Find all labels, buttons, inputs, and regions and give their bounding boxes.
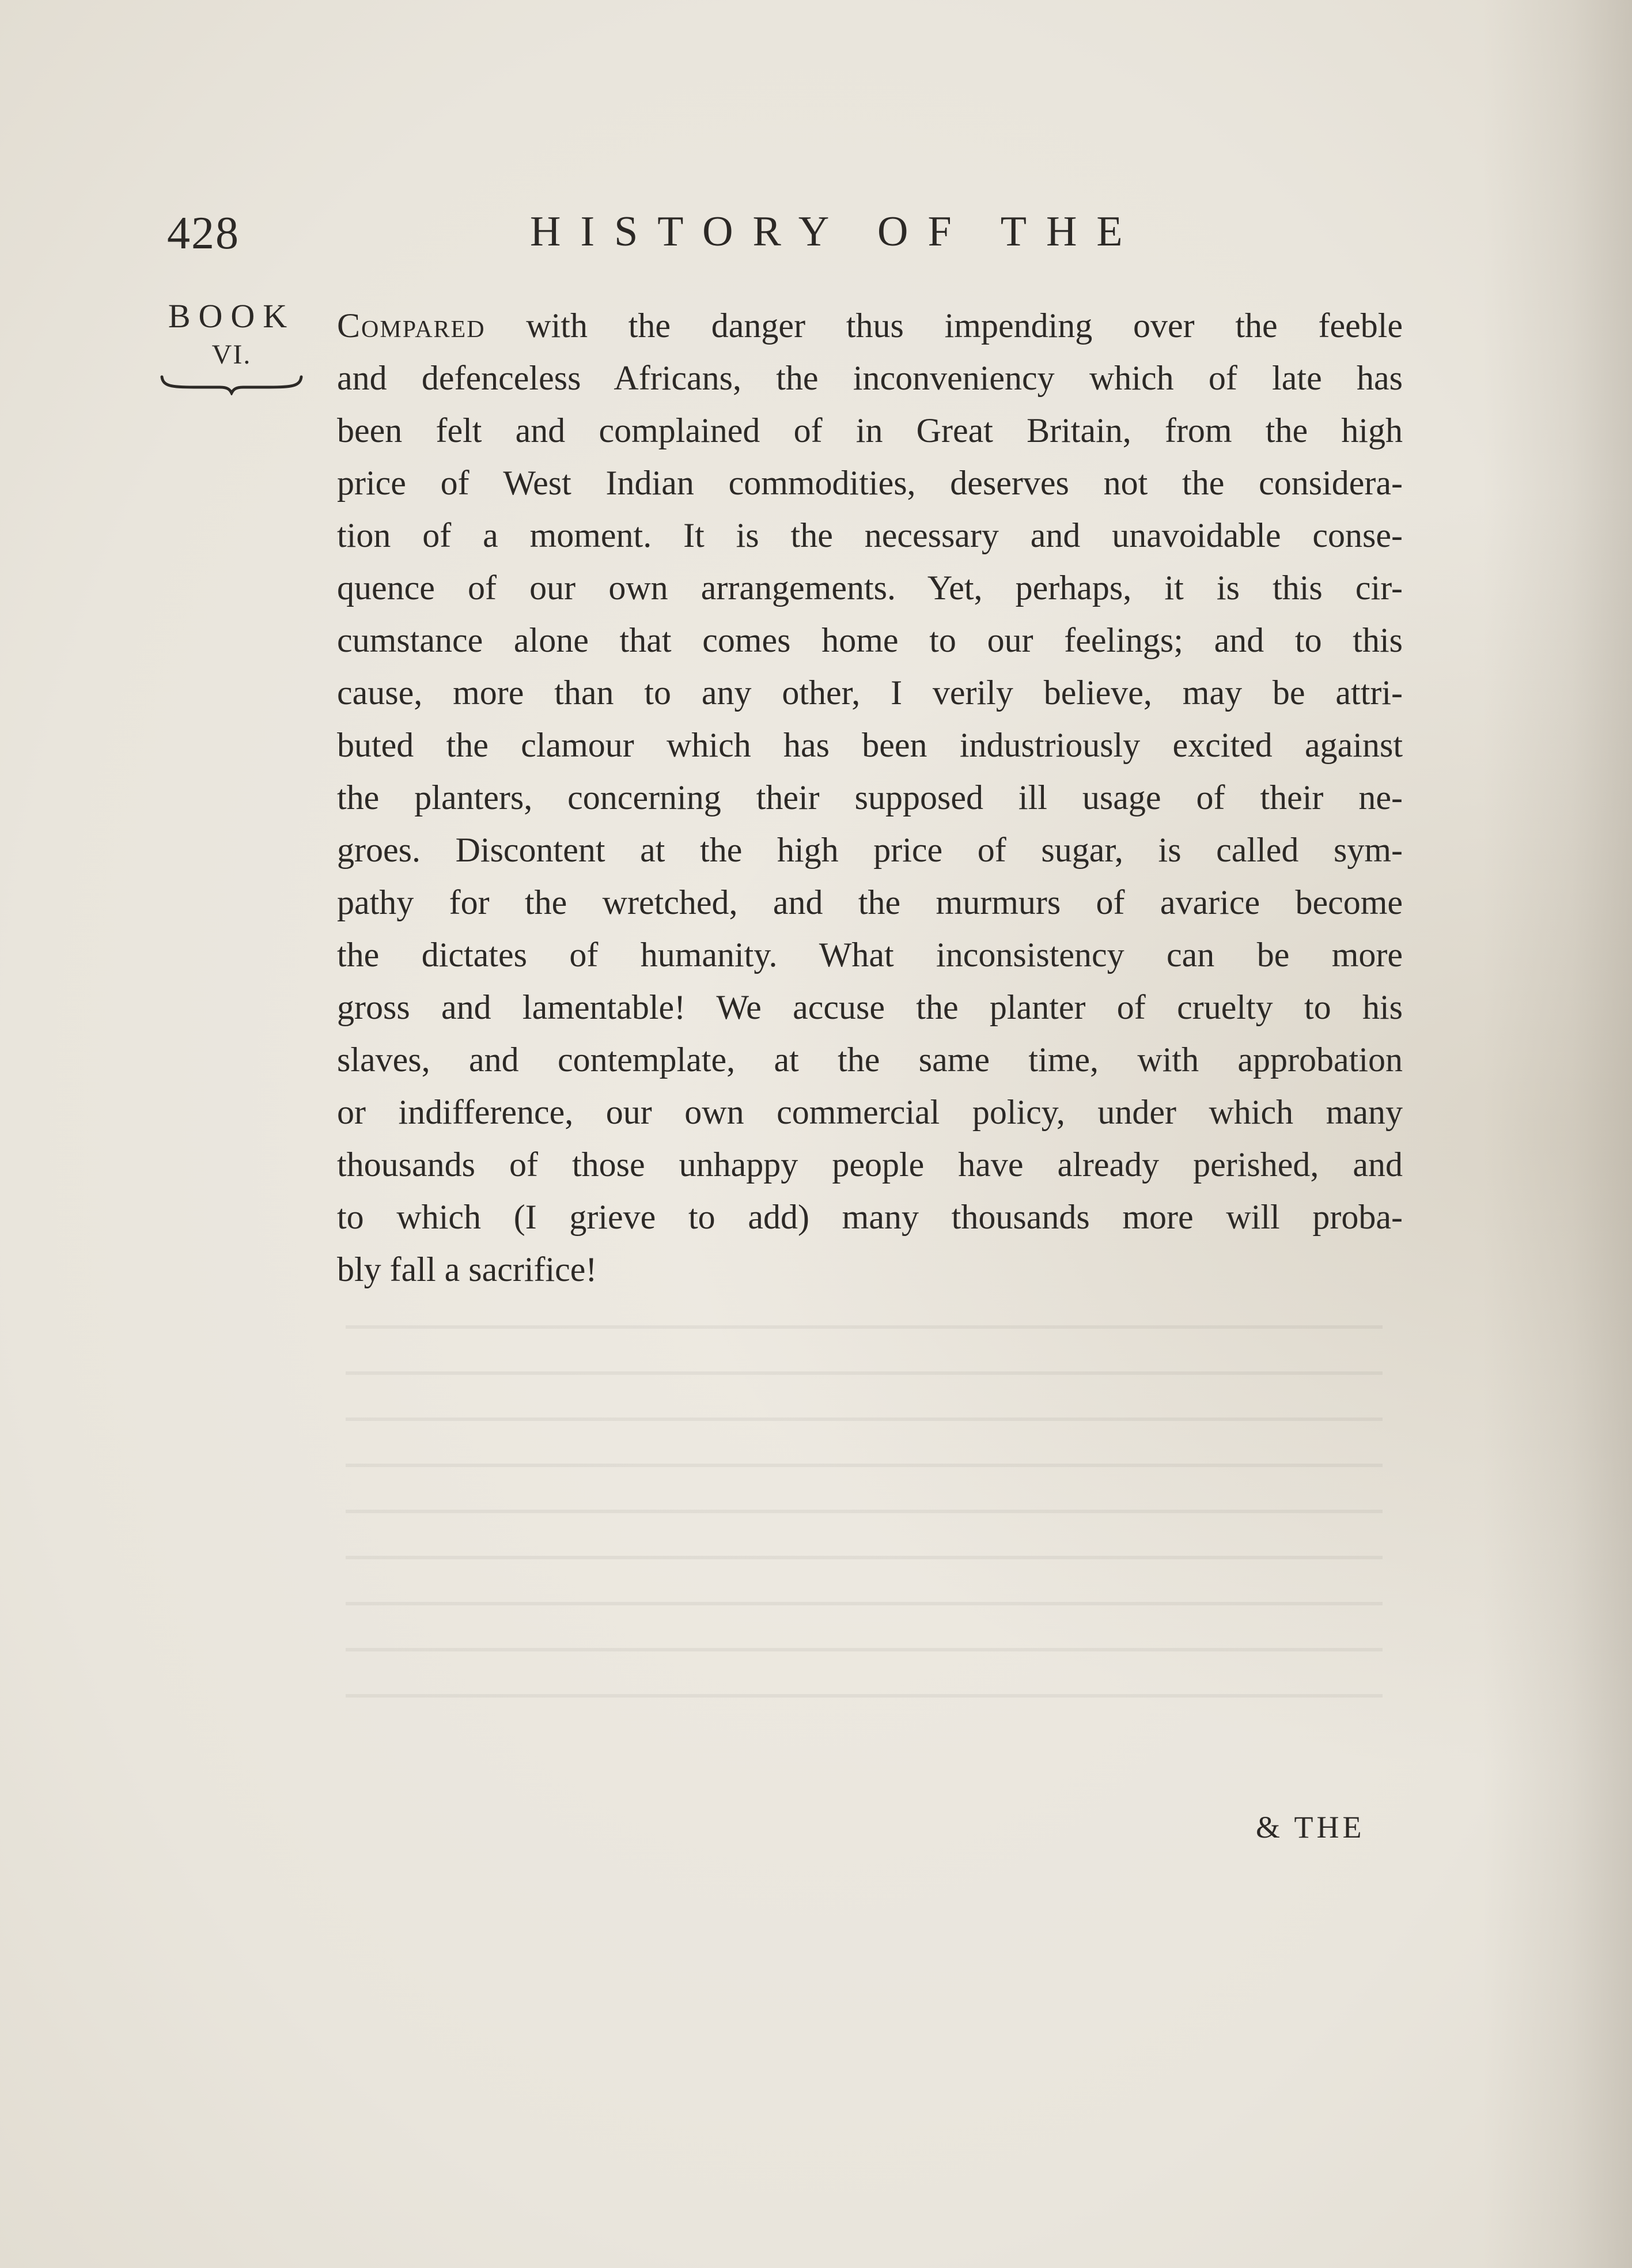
text-line: the dictates of humanity. What inconsistency can be more xyxy=(337,936,1403,974)
text-line: slaves, and contemplate, at the same time, with approbation xyxy=(337,1041,1403,1079)
text-line: the planters, concerning their supposed ill usage of their ne- xyxy=(337,778,1403,817)
page-number: 428 xyxy=(167,208,240,259)
book-label: BOOK xyxy=(168,297,296,335)
catchword: & THE xyxy=(1256,1810,1365,1844)
text-line: and defenceless Africans, the inconveniency which of late has xyxy=(337,359,1403,397)
text-line-1 xyxy=(337,300,1403,352)
lead-word: Compared xyxy=(337,307,486,345)
text-line: tion of a moment. It is the necessary and unavoidable conse- xyxy=(337,516,1403,554)
brace-ornament xyxy=(160,372,304,395)
text-line-1-rest: with the danger thus impending over the feeble xyxy=(485,307,1403,345)
show-through-text xyxy=(346,1325,1383,1729)
margin-book-note xyxy=(151,297,312,395)
text-line: cumstance alone that comes home to our feelings; and to this xyxy=(337,621,1403,659)
text-line: gross and lamentable! We accuse the planter of cruelty to his xyxy=(337,988,1403,1026)
text-line: quence of our own arrangements. Yet, perhaps, it is this cir- xyxy=(337,569,1403,607)
text-line: price of West Indian commodities, deserves not the considera- xyxy=(337,464,1403,502)
spine-shadow xyxy=(1482,0,1632,2268)
book-number: VI. xyxy=(211,339,252,370)
body-paragraph xyxy=(337,300,1403,1296)
text-line: been felt and complained of in Great Britain, from the high xyxy=(337,411,1403,449)
text-line: buted the clamour which has been industriously excited against xyxy=(337,726,1403,764)
text-line: thousands of those unhappy people have already perished, and xyxy=(337,1146,1403,1184)
text-line: to which (I grieve to add) many thousands more will proba- xyxy=(337,1198,1403,1236)
text-line-last: bly fall a sacrifice! xyxy=(337,1250,597,1288)
text-line: or indifference, our own commercial policy, under which many xyxy=(337,1093,1403,1131)
running-head: HISTORY OF THE xyxy=(530,208,1142,255)
text-line: cause, more than to any other, I verily believe, may be attri- xyxy=(337,674,1403,712)
text-line: groes. Discontent at the high price of sugar, is called sym- xyxy=(337,831,1403,869)
text-line: pathy for the wretched, and the murmurs of avarice become xyxy=(337,883,1403,921)
